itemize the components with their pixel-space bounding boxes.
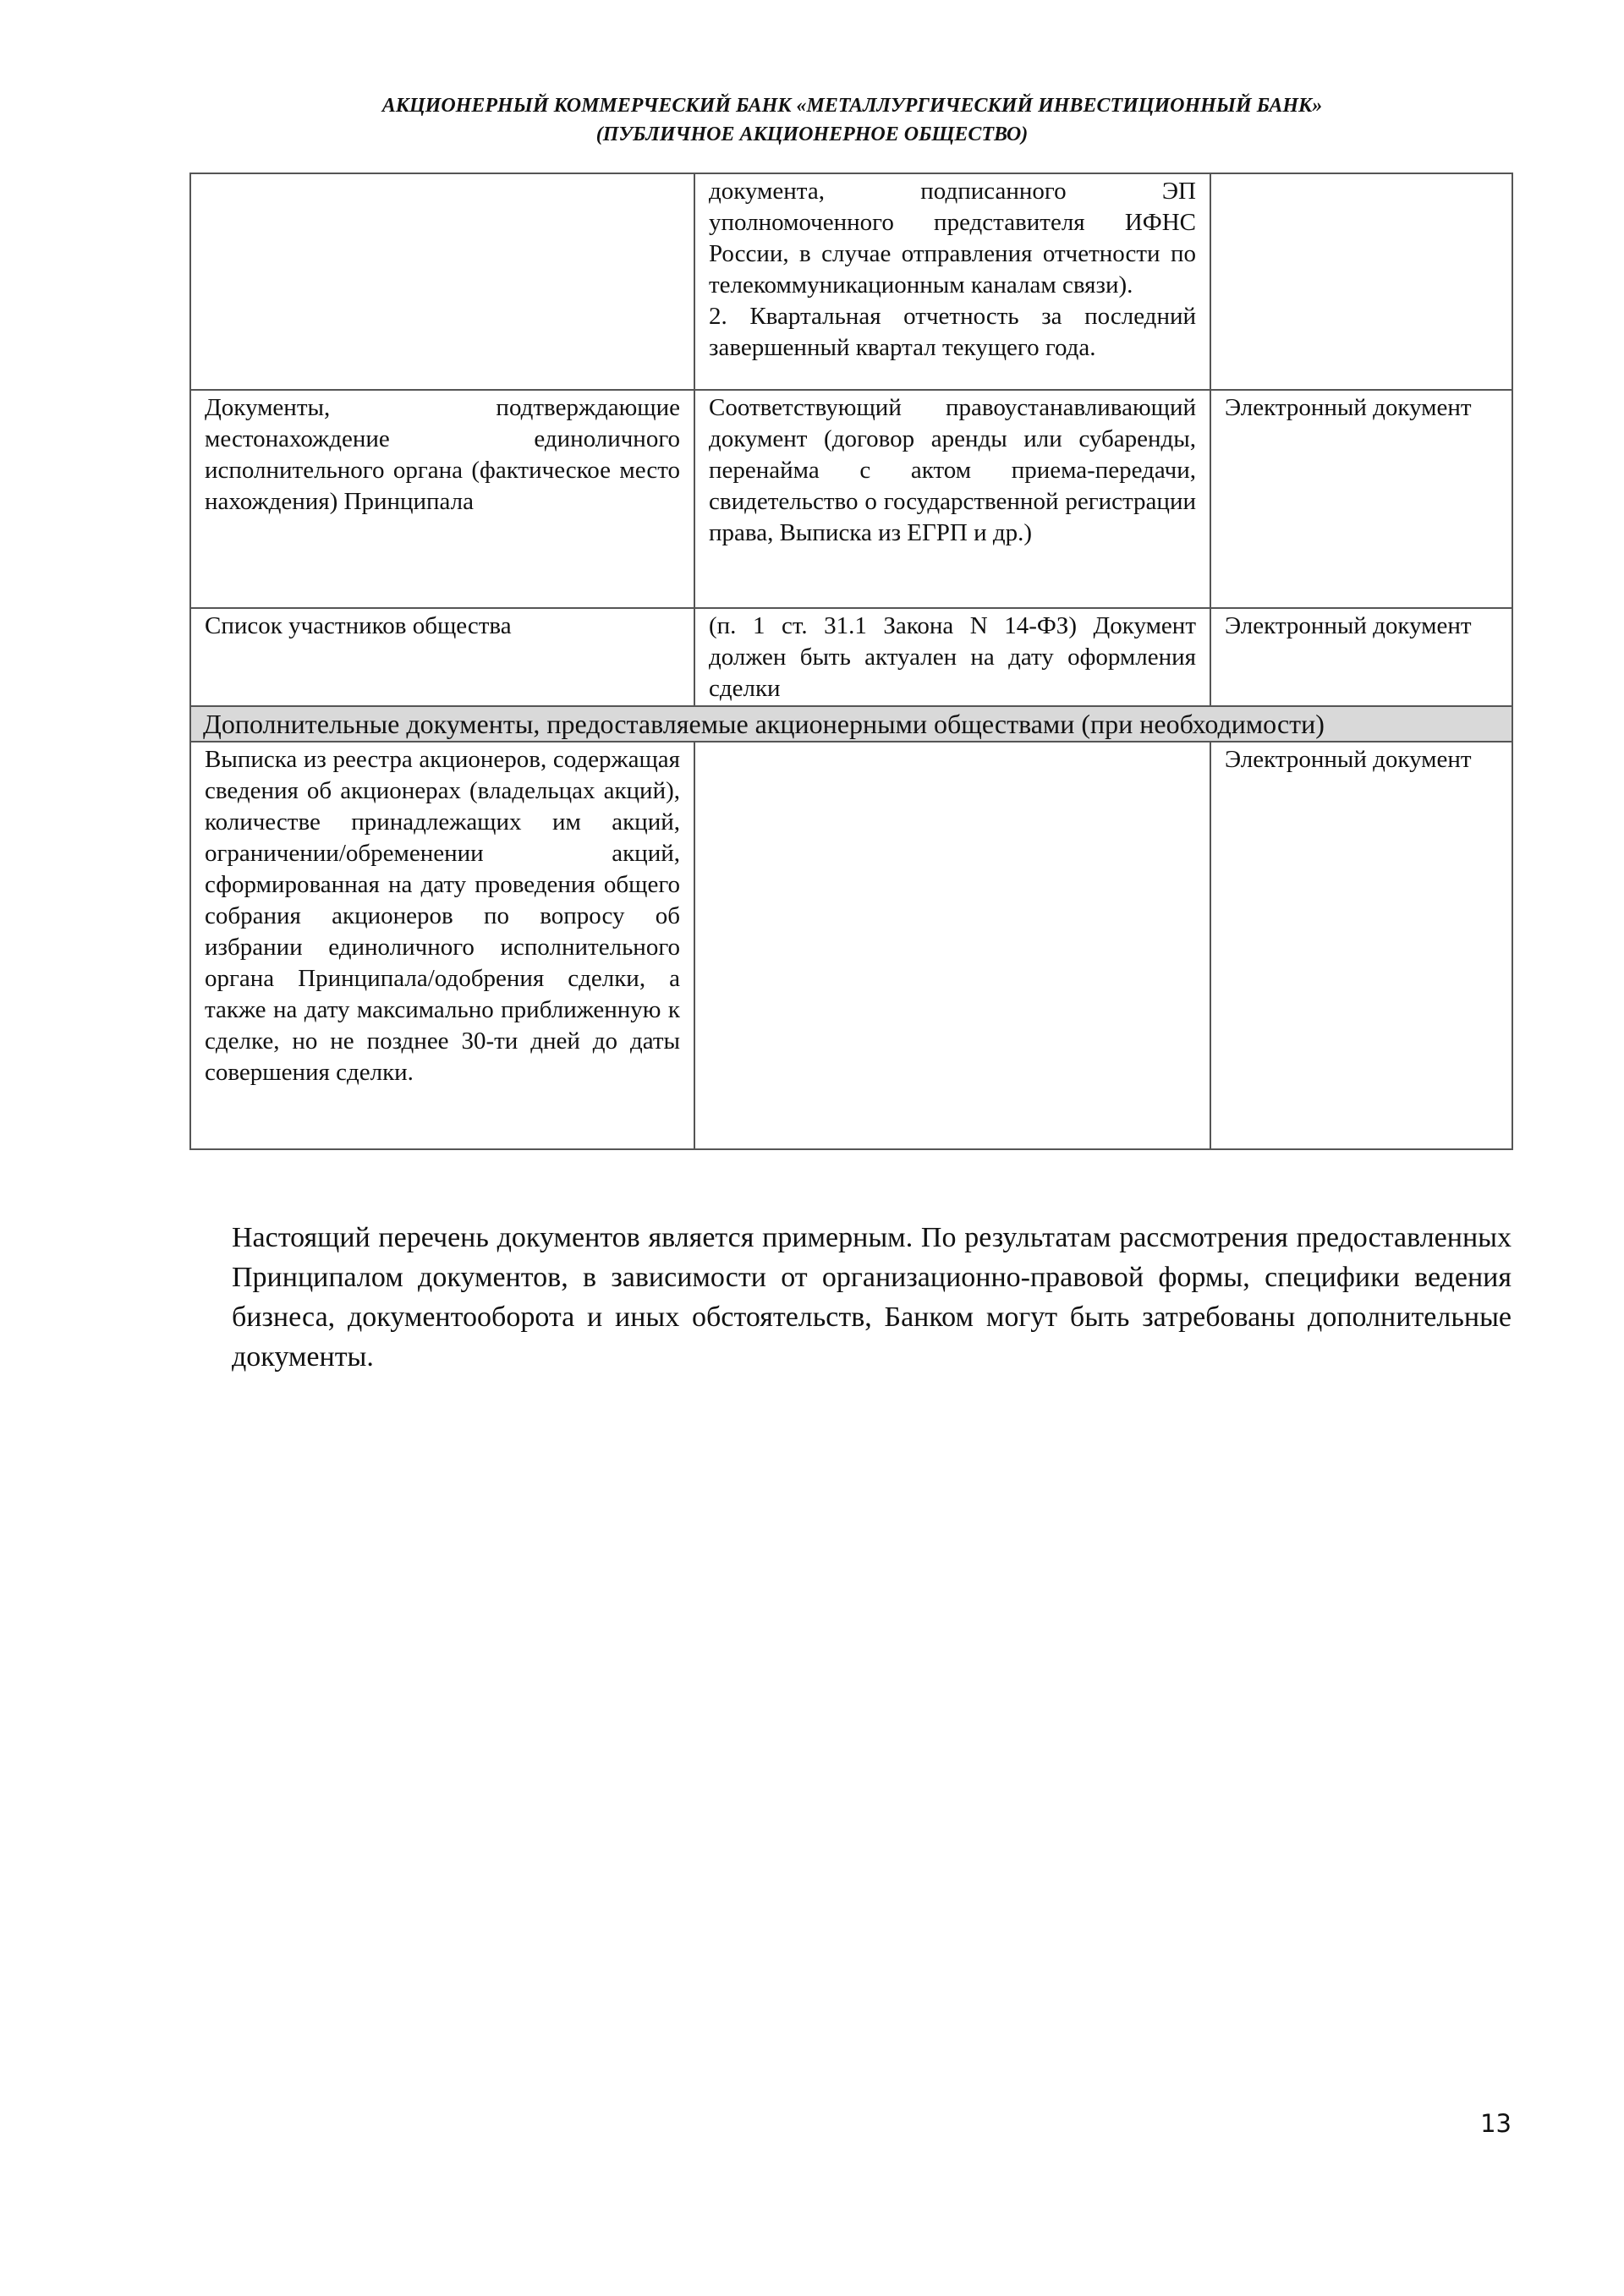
requirements-text-2: 2. Квартальная отчетность за последний завершенный квартал текущего года. <box>709 303 1196 361</box>
format-cell: Электронный документ <box>1210 390 1512 608</box>
header-bank-form: (ПУБЛИЧНОЕ АКЦИОНЕРНОЕ ОБЩЕСТВО) <box>595 123 1029 145</box>
section-header-row <box>190 706 1512 742</box>
table-row <box>190 742 1512 1149</box>
format-cell: Электронный документ <box>1210 742 1512 1149</box>
document-header <box>0 91 1624 149</box>
documents-table <box>189 173 1513 1150</box>
table-row <box>190 390 1512 608</box>
page-number: 13 <box>1480 2109 1512 2138</box>
document-cell <box>190 173 694 390</box>
document-cell: Документы, подтверждающие местонахождение единоличного исполнительного органа (фактическое место нахождения) Принципала <box>190 390 694 608</box>
document-cell: Выписка из реестра акционеров, содержащая сведения об акционерах (владельцах акций), количестве принадлежащих им акций, ограничении/обременении акций, сформированная на дату проведения общего собрания акционеров по вопросу об избрании единоличного исполнительного органа Принципала/одобрения сделки, а также на дату максимально приближенную к сделке, но не позднее 30-ти дней до даты совершения сделки. <box>190 742 694 1149</box>
requirements-text: документа, подписанного ЭП уполномоченного представителя ИФНС России, в случае отправления отчетности по телекоммуникационным каналам связи). <box>709 178 1196 299</box>
requirements-cell <box>694 173 1210 390</box>
header-bank-name: АКЦИОНЕРНЫЙ КОММЕРЧЕСКИЙ БАНК «МЕТАЛЛУРГИЧЕСКИЙ ИНВЕСТИЦИОННЫЙ БАНК» <box>381 95 1323 117</box>
section-title: Дополнительные документы, предоставляемые акционерными обществами (при необходимости) <box>190 706 1512 742</box>
closing-paragraph: Настоящий перечень документов является примерным. По результатам рассмотрения предоставленных Принципалом документов, в зависимости от организационно-правовой формы, специфики ведения бизнеса, документооборота и иных обстоятельств, Банком могут быть затребованы дополнительные документы. <box>232 1222 1512 1373</box>
requirements-cell: (п. 1 ст. 31.1 Закона N 14-ФЗ) Документ должен быть актуален на дату оформления сделки <box>694 608 1210 706</box>
document-cell: Список участников общества <box>190 608 694 706</box>
table-row <box>190 173 1512 390</box>
requirements-cell <box>694 742 1210 1149</box>
format-cell: Электронный документ <box>1210 608 1512 706</box>
requirements-cell: Соответствующий правоустанавливающий документ (договор аренды или субаренды, перенайма с актом приема-передачи, свидетельство о государственной регистрации права, Выписка из ЕГРП и др.) <box>694 390 1210 608</box>
format-cell <box>1210 173 1512 390</box>
table-row <box>190 608 1512 706</box>
